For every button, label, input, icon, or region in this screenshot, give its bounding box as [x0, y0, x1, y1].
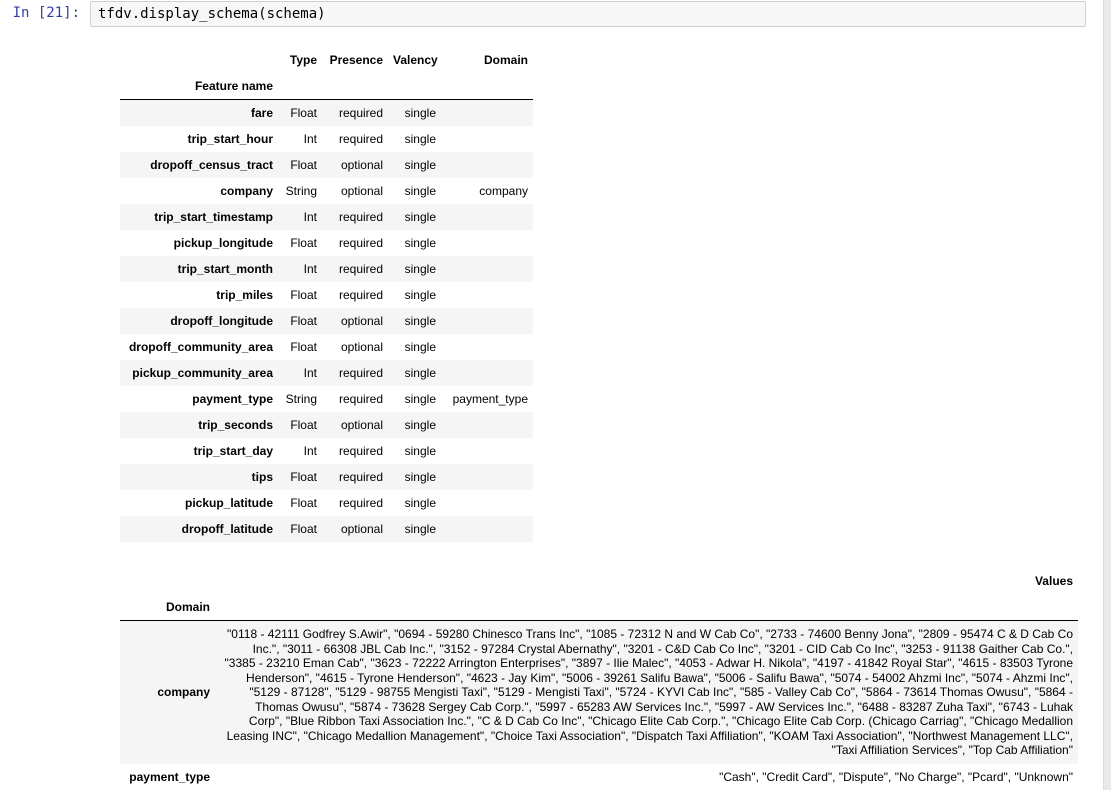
- schema-table: [120, 47, 533, 542]
- feature-name: dropoff_community_area: [128, 340, 273, 354]
- table-row: [120, 178, 533, 204]
- feature-domain: [441, 100, 533, 127]
- domains-table-body: [120, 621, 1078, 790]
- feature-type: Float: [290, 496, 317, 510]
- col-header-presence: Presence: [329, 53, 383, 67]
- feature-name: pickup_longitude: [173, 236, 273, 250]
- feature-valency: single: [404, 288, 436, 302]
- feature-presence: optional: [340, 340, 383, 354]
- feature-name: trip_miles: [216, 288, 273, 302]
- feature-name: trip_seconds: [198, 418, 273, 432]
- code-text: tfdv.display_schema(schema): [98, 6, 326, 22]
- index-name-label: Feature name: [194, 79, 273, 93]
- feature-presence: required: [338, 106, 383, 120]
- index-header-spacer: [120, 47, 278, 73]
- feature-presence: required: [338, 496, 383, 510]
- feature-domain: [441, 516, 533, 542]
- column-header-row: [120, 568, 1078, 594]
- table-row: [120, 386, 533, 412]
- feature-type: Float: [290, 106, 317, 120]
- output-area: [120, 47, 1086, 790]
- feature-type: Float: [290, 158, 317, 172]
- table-row: [120, 621, 1078, 764]
- feature-valency: single: [404, 262, 436, 276]
- feature-valency: single: [404, 184, 436, 198]
- table-row: [120, 438, 533, 464]
- feature-type: Float: [290, 236, 317, 250]
- feature-name: dropoff_longitude: [170, 314, 273, 328]
- feature-presence: optional: [340, 522, 383, 536]
- table-row: [120, 412, 533, 438]
- feature-presence: required: [338, 392, 383, 406]
- feature-presence: required: [338, 236, 383, 250]
- feature-type: Int: [303, 262, 317, 276]
- feature-presence: optional: [340, 158, 383, 172]
- feature-name: pickup_community_area: [132, 366, 273, 380]
- feature-name: fare: [250, 106, 273, 120]
- feature-presence: required: [338, 262, 383, 276]
- domain-name: payment_type: [129, 769, 210, 784]
- col-header-type: Type: [289, 53, 317, 67]
- feature-type: Int: [303, 132, 317, 146]
- feature-name: trip_start_timestamp: [154, 210, 273, 224]
- feature-domain: company: [479, 184, 528, 198]
- feature-type: Int: [303, 444, 317, 458]
- feature-presence: required: [338, 132, 383, 146]
- feature-type: Float: [290, 314, 317, 328]
- schema-table-header: [120, 47, 533, 100]
- table-row: [120, 516, 533, 542]
- feature-domain: [441, 230, 533, 256]
- table-row: [120, 100, 533, 127]
- feature-valency: single: [404, 366, 436, 380]
- feature-domain: [441, 334, 533, 360]
- feature-valency: single: [404, 444, 436, 458]
- table-row: [120, 230, 533, 256]
- feature-valency: single: [404, 158, 436, 172]
- feature-name: dropoff_latitude: [181, 522, 273, 536]
- feature-type: String: [285, 184, 317, 198]
- feature-domain: [441, 256, 533, 282]
- index-name-spacer: [278, 73, 533, 100]
- feature-valency: single: [404, 210, 436, 224]
- feature-valency: single: [404, 236, 436, 250]
- table-row: [120, 152, 533, 178]
- domain-values: "0118 - 42111 Godfrey S.Awir", "0694 - 59280 Chinesco Trans Inc", "1085 - 72312 N and W Cab Co", "2733 - 74600 Benny Jona", "2809 - 95474 C & D Cab Co Inc.", "3011 - 66308 JBL Cab Inc.", "3152 - 97284 Crystal Abernathy", "3201 - C&D Cab Co Inc", "3201 - CID Cab Co Inc", "3253 - 91138 Gaither Cab Co.", "3385 - 23210 Eman Cab", "3623 - 72222 Arrington Enterprises", "3897 - Ilie Malec", "4053 - Adwar H. Nikola", "4197 - 41842 Royal Star", "4615 - 83503 Tyrone Henderson", "4615 - Tyrone Henderson", "4623 - Jay Kim", "5006 - 39261 Salifu Bawa", "5006 - Salifu Bawa", "5074 - 54002 Ahzmi Inc", "5074 - Ahzmi Inc", "5129 - 87128", "5129 - 98755 Mengisti Taxi", "5129 - Mengisti Taxi", "5724 - KYVI Cab Inc", "585 - Valley Cab Co", "5864 - 73614 Thomas Owusu", "5864 - Thomas Owusu", "5874 - 73628 Sergey Cab Corp.", "5997 - 65283 AW Services Inc.", "5997 - AW Services Inc.", "6488 - 83287 Zuha Taxi", "6743 - Luhak Corp", "Blue Ribbon Taxi Association Inc.", "C & D Cab Co Inc", "Chicago Elite Cab Corp.", "Chicago Elite Cab Corp. (Chicago Carriag", "Chicago Medallion Leasing INC", "Chicago Medallion Management", "Choice Taxi Association", "Dispatch Taxi Affiliation", "KOAM Taxi Association", "Northwest Management LLC", "Taxi Affiliation Services", "Top Cab Affiliation": [224, 627, 1073, 757]
- feature-type: String: [285, 392, 317, 406]
- table-row: [120, 490, 533, 516]
- index-name-row: [120, 594, 1078, 621]
- feature-domain: [441, 438, 533, 464]
- feature-name: trip_start_hour: [187, 132, 273, 146]
- feature-name: tips: [251, 470, 273, 484]
- feature-type: Float: [290, 522, 317, 536]
- domains-table: [120, 568, 1078, 790]
- index-name-label: Domain: [165, 600, 210, 614]
- feature-valency: single: [404, 470, 436, 484]
- table-row: [120, 204, 533, 230]
- feature-domain: [441, 360, 533, 386]
- feature-valency: single: [404, 314, 436, 328]
- table-row: [120, 360, 533, 386]
- feature-type: Int: [303, 366, 317, 380]
- col-header-values: Values: [1034, 574, 1073, 588]
- table-row: [120, 334, 533, 360]
- feature-domain: payment_type: [452, 392, 528, 406]
- feature-presence: required: [338, 288, 383, 302]
- feature-type: Float: [290, 340, 317, 354]
- table-row: [120, 464, 533, 490]
- table-row: [120, 764, 1078, 790]
- domain-values: "Cash", "Credit Card", "Dispute", "No Charge", "Pcard", "Unknown": [719, 769, 1073, 784]
- domain-name: company: [157, 685, 210, 700]
- feature-valency: single: [404, 392, 436, 406]
- feature-presence: optional: [340, 184, 383, 198]
- index-name-row: [120, 73, 533, 100]
- feature-domain: [441, 152, 533, 178]
- col-header-domain: Domain: [483, 53, 528, 67]
- feature-domain: [441, 464, 533, 490]
- input-prompt: In [21]:: [12, 5, 80, 21]
- scrollbar-track[interactable]: [1103, 0, 1111, 790]
- schema-table-body: [120, 100, 533, 543]
- feature-presence: required: [338, 444, 383, 458]
- feature-type: Float: [290, 288, 317, 302]
- feature-type: Float: [290, 470, 317, 484]
- feature-valency: single: [404, 496, 436, 510]
- feature-valency: single: [404, 106, 436, 120]
- feature-domain: [441, 490, 533, 516]
- index-header-spacer: [120, 568, 215, 594]
- table-row: [120, 126, 533, 152]
- index-name-spacer: [215, 594, 1078, 621]
- feature-name: payment_type: [192, 392, 273, 406]
- feature-name: trip_start_day: [193, 444, 273, 458]
- feature-domain: [441, 412, 533, 438]
- column-header-row: [120, 47, 533, 73]
- feature-domain: [441, 126, 533, 152]
- feature-domain: [441, 282, 533, 308]
- feature-name: dropoff_census_tract: [150, 158, 273, 172]
- feature-valency: single: [404, 132, 436, 146]
- feature-name: pickup_latitude: [184, 496, 273, 510]
- feature-presence: optional: [340, 418, 383, 432]
- table-row: [120, 282, 533, 308]
- feature-type: Int: [303, 210, 317, 224]
- code-cell: [0, 0, 1086, 27]
- feature-valency: single: [404, 340, 436, 354]
- feature-valency: single: [404, 522, 436, 536]
- feature-domain: [441, 204, 533, 230]
- feature-domain: [441, 308, 533, 334]
- table-row: [120, 256, 533, 282]
- code-input[interactable]: [90, 1, 1086, 27]
- feature-presence: optional: [340, 314, 383, 328]
- feature-presence: required: [338, 210, 383, 224]
- feature-type: Float: [290, 418, 317, 432]
- feature-name: company: [220, 184, 273, 198]
- domains-table-header: [120, 568, 1078, 621]
- feature-presence: required: [338, 366, 383, 380]
- table-row: [120, 308, 533, 334]
- feature-presence: required: [338, 470, 383, 484]
- col-header-valency: Valency: [393, 53, 438, 67]
- feature-valency: single: [404, 418, 436, 432]
- feature-name: trip_start_month: [177, 262, 273, 276]
